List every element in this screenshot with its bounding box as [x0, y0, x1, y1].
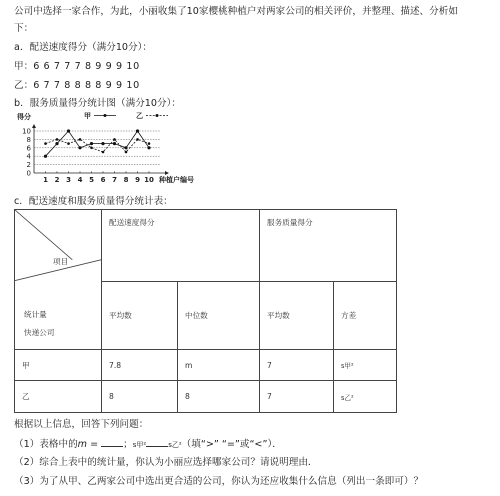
y-tick-label: 6 [26, 144, 31, 153]
question-2: （2）综合上表中的统计量，你认为小丽应选择哪家公司？请说明理由． [14, 457, 318, 468]
part-a-yi-row [14, 80, 140, 92]
cell-jia-service-variance: s甲² [334, 350, 397, 381]
col-header-delivery-median: 中位数 [178, 282, 260, 350]
data-point-series-2 [136, 138, 139, 141]
data-point-series-1 [101, 142, 104, 145]
corner-company-label: 快递公司 [24, 328, 55, 337]
q1-equals: = [87, 439, 102, 450]
y-tick-label-origin: 0 [26, 169, 31, 178]
data-point-series-2 [148, 142, 151, 145]
data-point-series-1 [55, 142, 58, 145]
cell-yi-delivery-mean: 8 [102, 381, 178, 413]
y-tick-label: 4 [26, 152, 31, 161]
q1-var-s-jia: s甲² [132, 441, 147, 449]
q1-suffix: （填“>” “=”或“<”）． [181, 439, 282, 450]
legend-label-1: 甲 [84, 112, 91, 120]
x-axis-label: 种植户编号 [159, 176, 194, 184]
data-point-series-1 [124, 146, 127, 149]
data-point-series-2 [90, 147, 93, 150]
questions-intro: 根据以上信息，回答下列问题： [14, 419, 149, 430]
yi-values: 6 7 7 8 8 8 8 9 9 10 [33, 80, 140, 91]
data-point-series-1 [136, 129, 139, 132]
x-axis-arrow [165, 171, 169, 175]
y-tick-label: 2 [26, 161, 31, 170]
y-axis-arrow [32, 124, 36, 128]
data-point-series-1 [67, 129, 70, 132]
service-quality-chart [14, 110, 214, 190]
data-point-series-2 [125, 151, 128, 154]
x-tick-label: 1 [43, 176, 48, 184]
col-header-service-mean: 平均数 [260, 282, 334, 350]
data-point-series-2 [79, 138, 82, 141]
statistics-table [14, 209, 397, 413]
part-b-title: b．服务质量得分统计图（满分10分）： [14, 98, 181, 109]
question-3: （3）为了从甲、乙两家公司中选出更合适的公司，你认为还应收集什么信息（列出一条即可）？ [14, 476, 424, 487]
x-tick-label: 10 [144, 176, 154, 184]
question-1 [14, 438, 282, 451]
jia-label: 甲： [14, 61, 34, 72]
part-a-title: a．配送速度得分（满分10分）： [14, 42, 153, 53]
data-point-series-2 [44, 142, 47, 145]
corner-item-label: 项目 [53, 257, 69, 266]
data-point-series-2 [67, 142, 70, 145]
data-point-series-1 [44, 155, 47, 158]
row-label-yi: 乙 [15, 381, 102, 413]
group-header-delivery: 配送速度得分 [102, 210, 260, 282]
intro-line-2: 下： [14, 23, 34, 34]
table-row-yi [15, 381, 397, 413]
q1-var-m: m [77, 439, 88, 450]
col-header-service-variance: 方差 [334, 282, 397, 350]
q1-separator: ； [123, 439, 133, 450]
data-point-series-1 [113, 142, 116, 145]
intro-line-1: 公司中选择一家合作，为此，小丽收集了10家樱桃种植户对两家公司的相关评价，并整理、描述、分析如 [14, 6, 458, 17]
cell-yi-service-mean: 7 [260, 381, 334, 413]
x-tick-label: 3 [66, 176, 71, 184]
series-line-2 [46, 139, 150, 152]
y-axis-label: 得分 [17, 113, 31, 121]
data-point-series-1 [90, 142, 93, 145]
legend-marker-2 [156, 114, 159, 117]
col-header-delivery-mean: 平均数 [102, 282, 178, 350]
part-c-title: c．配送速度和服务质量得分统计表： [14, 196, 173, 207]
cell-yi-delivery-median: 8 [178, 381, 260, 413]
x-tick-label: 2 [54, 176, 60, 184]
data-point-series-1 [147, 146, 150, 149]
row-label-jia: 甲 [15, 350, 102, 381]
x-tick-label: 5 [89, 176, 94, 184]
cell-jia-delivery-median: m [178, 350, 260, 381]
legend-marker-1 [104, 114, 107, 117]
x-tick-label: 7 [112, 176, 117, 184]
data-point-series-1 [78, 146, 81, 149]
table-corner-cell [15, 210, 102, 350]
data-point-series-2 [56, 138, 59, 141]
legend-label-2: 乙 [136, 112, 143, 120]
q1-prefix: （1）表格中的 [14, 439, 78, 450]
x-tick-label: 6 [100, 176, 106, 184]
data-point-series-2 [113, 138, 116, 141]
series-line-1 [46, 131, 150, 156]
y-tick-label: 10 [22, 127, 31, 136]
q1-answer-blank-1[interactable] [101, 438, 123, 447]
data-point-series-2 [102, 151, 105, 154]
cell-jia-delivery-mean: 7.8 [102, 350, 178, 381]
cell-jia-service-mean: 7 [260, 350, 334, 381]
group-header-service: 服务质量得分 [260, 210, 397, 282]
y-tick-label: 8 [26, 135, 31, 144]
x-tick-label: 4 [77, 176, 83, 184]
table-row-jia [15, 350, 397, 381]
x-tick-label: 8 [123, 176, 129, 184]
q1-var-s-yi: s乙² [168, 441, 182, 449]
yi-label: 乙： [14, 80, 34, 91]
corner-stat-label: 统计量 [24, 310, 47, 319]
jia-values: 6 6 7 7 7 8 9 9 9 10 [33, 61, 140, 72]
x-tick-label: 9 [135, 176, 140, 184]
q1-answer-blank-2[interactable] [146, 438, 168, 447]
part-a-jia-row [14, 61, 140, 73]
cell-yi-service-variance: s乙² [334, 381, 397, 413]
